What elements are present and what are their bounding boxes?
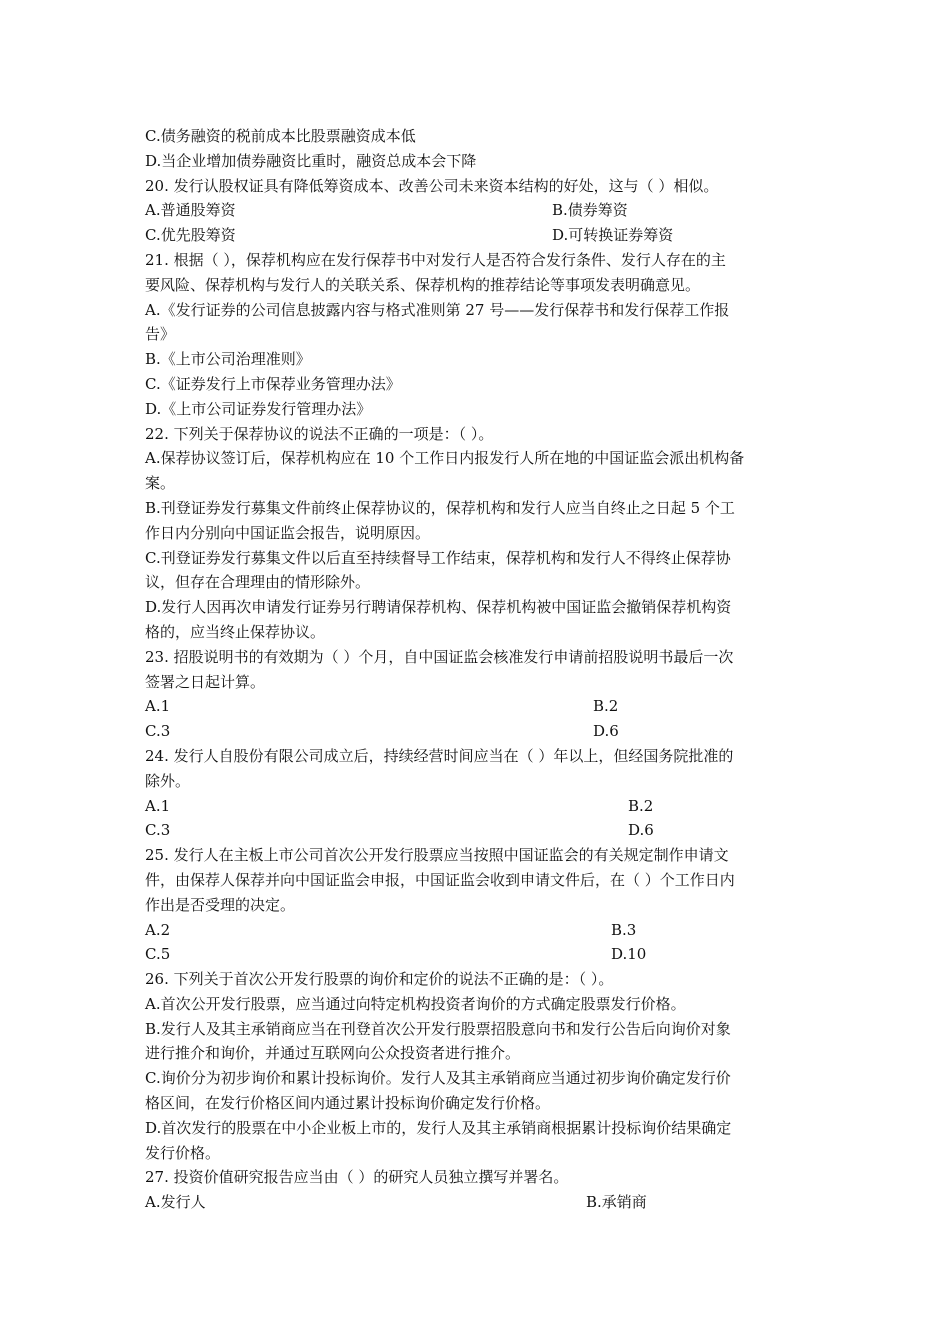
q25-option-b: B.3 [611, 920, 637, 939]
q21-option-a-line1: A.《发行证券的公司信息披露内容与格式准则第 27 号——发行保荐书和发行保荐工作报 [145, 300, 730, 319]
q24-stem-line2: 除外。 [145, 771, 191, 790]
q25-options-cd [145, 942, 810, 967]
q25-option-d: D.10 [611, 945, 647, 964]
q21-stem-line1: 21. 根据（ ），保荐机构应在发行保荐书中对发行人是否符合发行条件、发行人存在的主 [145, 250, 726, 269]
q20-stem: 20. 发行认股权证具有降低筹资成本、改善公司未来资本结构的好处，这与（ ）相似。 [145, 176, 719, 195]
q25-stem-line1: 25. 发行人在主板上市公司首次公开发行股票应当按照中国证监会的有关规定制作申请文 [145, 846, 729, 865]
q22-option-d-line2: 格的，应当终止保荐协议。 [145, 622, 326, 641]
q24-option-b: B.2 [628, 796, 654, 815]
q24-option-c: C.3 [145, 821, 171, 840]
q23-stem-line2: 签署之日起计算。 [145, 672, 266, 691]
q26-option-a: A.首次公开发行股票，应当通过向特定机构投资者询价的方式确定股票发行价格。 [145, 994, 686, 1013]
q27-option-b: B.承销商 [586, 1193, 647, 1212]
q21-stem-line2: 要风险、保荐机构与发行人的关联关系、保荐机构的推荐结论等事项发表明确意见。 [145, 275, 701, 294]
q20-option-a: A.普通股筹资 [145, 201, 236, 220]
q27-option-a: A.发行人 [145, 1193, 206, 1212]
q23-option-b: B.2 [593, 697, 619, 716]
q24-option-d: D.6 [628, 821, 654, 840]
q26-stem: 26. 下列关于首次公开发行股票的询价和定价的说法不正确的是：（ ）。 [145, 970, 614, 989]
q24-options-ab [145, 794, 810, 819]
q24-stem-line1: 24. 发行人自股份有限公司成立后，持续经营时间应当在（ ）年以上，但经国务院批准的 [145, 746, 734, 765]
q24-option-a: A.1 [145, 796, 171, 815]
q26-option-d-line2: 发行价格。 [145, 1143, 221, 1162]
q20-option-d: D.可转换证券筹资 [552, 226, 674, 245]
q22-option-c-line1: C.刊登证券发行募集文件以后直至持续督导工作结束，保荐机构和发行人不得终止保荐协 [145, 548, 731, 567]
q21-option-b: B.《上市公司治理准则》 [145, 350, 311, 369]
q23-options-cd [145, 719, 810, 744]
q21-option-c: C.《证券发行上市保荐业务管理办法》 [145, 374, 401, 393]
q23-stem-line1: 23. 招股说明书的有效期为（ ）个月，自中国证监会核准发行申请前招股说明书最后一次 [145, 647, 734, 666]
q20-options-cd [145, 223, 810, 248]
q21-option-a-line2: 告》 [145, 325, 176, 344]
q25-stem-line2: 件，由保荐人保荐并向中国证监会申报，中国证监会收到申请文件后，在（ ）个工作日内 [145, 870, 735, 889]
q26-option-b-line2: 进行推介和询价，并通过互联网向公众投资者进行推介。 [145, 1044, 521, 1063]
q23-options-ab [145, 694, 810, 719]
q22-stem: 22. 下列关于保荐协议的说法不正确的一项是：（ ）。 [145, 424, 494, 443]
q19-option-c: C.债务融资的税前成本比股票融资成本低 [145, 127, 416, 145]
q22-option-b-line2: 作日内分别向中国证监会报告，说明原因。 [145, 523, 431, 542]
q26-option-d-line1: D.首次发行的股票在中小企业板上市的，发行人及其主承销商根据累计投标询价结果确定 [145, 1118, 732, 1137]
q23-option-a: A.1 [145, 697, 171, 716]
exam-page [145, 124, 810, 1215]
q22-option-a-line1: A.保荐协议签订后，保荐机构应在 10 个工作日内报发行人所在地的中国证监会派出机构备 [145, 449, 745, 468]
q26-option-b-line1: B.发行人及其主承销商应当在刊登首次公开发行股票招股意向书和发行公告后向询价对象 [145, 1019, 731, 1038]
q25-option-c: C.5 [145, 945, 171, 964]
q21-option-d: D.《上市公司证券发行管理办法》 [145, 399, 372, 418]
q27-stem: 27. 投资价值研究报告应当由（ ）的研究人员独立撰写并署名。 [145, 1168, 569, 1187]
q20-option-b: B.债券筹资 [552, 201, 628, 220]
q22-option-b-line1: B.刊登证券发行募集文件前终止保荐协议的，保荐机构和发行人应当自终止之日起 5 个工 [145, 498, 735, 517]
q22-option-a-line2: 案。 [145, 474, 176, 493]
q22-option-d-line1: D.发行人因再次申请发行证券另行聘请保荐机构、保荐机构被中国证监会撤销保荐机构资 [145, 598, 732, 617]
q20-option-c: C.优先股筹资 [145, 226, 236, 245]
q19-option-d: D.当企业增加债券融资比重时，融资总成本会下降 [145, 151, 477, 170]
q26-option-c-line1: C.询价分为初步询价和累计投标询价。发行人及其主承销商应当通过初步询价确定发行价 [145, 1069, 731, 1088]
q25-option-a: A.2 [145, 920, 171, 939]
q24-options-cd [145, 818, 810, 843]
q25-options-ab [145, 918, 810, 943]
q25-stem-line3: 作出是否受理的决定。 [145, 895, 296, 914]
q20-options-ab [145, 198, 810, 223]
q27-options-ab [145, 1190, 810, 1215]
q23-option-c: C.3 [145, 722, 171, 741]
q26-option-c-line2: 格区间，在发行价格区间内通过累计投标询价确定发行价格。 [145, 1094, 551, 1113]
q23-option-d: D.6 [593, 722, 619, 741]
q22-option-c-line2: 议，但存在合理理由的情形除外。 [145, 573, 371, 592]
